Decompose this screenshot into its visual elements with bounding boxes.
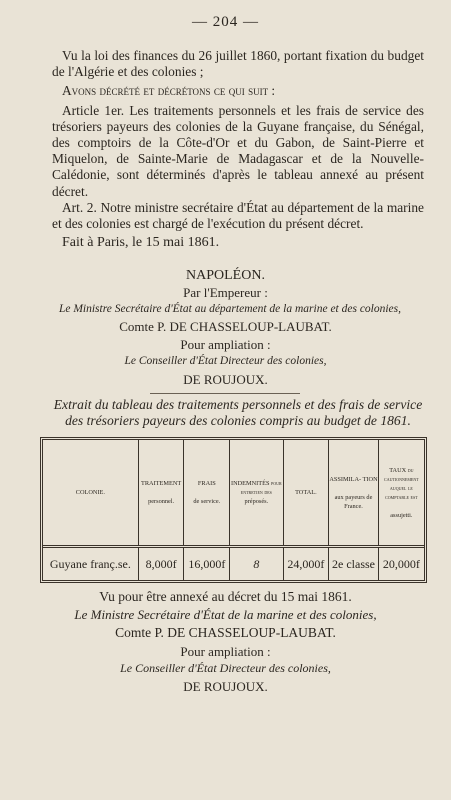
signature-comte: Comte P. DE CHASSELOUP-LAUBAT. [119,319,332,334]
table-header-row [43,440,424,547]
header-total: TOTAL. [283,440,329,547]
cell-total: 24,000f [283,547,329,580]
header-taux: TAUX du cautionnement auquel le comptable est assujetti. [378,440,424,547]
footer-roujoux: DE ROUJOUX. [183,679,268,694]
table-row [43,547,424,580]
paragraph-fait: Fait à Paris, le 15 mai 1861. [62,235,220,251]
page-number: — 204 — [192,14,259,30]
extract-title: Extrait du tableau des traitements personnels et des frais de service des trésoriers payeurs des colonies compris au budget de 1861. [53,397,423,428]
footer-comte: Comte P. DE CHASSELOUP-LAUBAT. [115,625,336,640]
header-indemnites: INDEMNITÉS pour entretien des préposés. [230,440,283,547]
decree-body [52,48,424,251]
header-traitement: TRAITEMENT personnel. [138,440,184,547]
cell-frais: 16,000f [184,547,230,580]
cell-taux: 20,000f [378,547,424,580]
signature-ministre: Le Ministre Secrétaire d'État au département de la marine et des colonies, [58,303,402,315]
paragraph-article-1: Article 1er. Les traitements personnels et les frais de service des trésoriers payeurs des colonies de la Guyane française, du Sénégal, des comptoirs de la Côte-d'Or et du Gabon, de Saint-Pierre et Miquelon, de Sainte-Marie de Madagascar et de la Nouvelle-Calédonie, sont déterminés d'après le tableau annexé au présent décret. [52,102,424,199]
cell-traitement: 8,000f [138,547,184,580]
cell-colonie: Guyane franç.se. [43,547,138,580]
paragraph-article-2: Art. 2. Notre ministre secrétaire d'État au département de la marine et des colonies est chargé de l'exécution du présent décret. [52,199,424,232]
cell-indemnites: 8 [230,547,283,580]
budget-table [40,437,427,583]
signature-napoleon: NAPOLÉON. [186,268,265,283]
footer-conseiller: Le Conseiller d'État Directeur des colonies, [120,661,331,675]
signature-conseiller: Le Conseiller d'État Directeur des colonies, [124,355,327,367]
header-assimilation: ASSIMILA- TION aux payeurs de France. [329,440,379,547]
paragraph-vu: Vu la loi des finances du 26 juillet 1860, portant fixation du budget de l'Algérie et des colonies ; [52,48,424,80]
header-colonie: COLONIE. [75,489,105,497]
signature-par: Par l'Empereur : [183,285,268,300]
cell-assimilation: 2e classe [329,547,379,580]
footer-vu: Vu pour être annexé au décret du 15 mai 1861. [99,589,352,604]
signature-ampliation: Pour ampliation : [180,337,271,352]
paragraph-avons: Avons décrété et décrétons ce qui suit : [62,83,276,99]
footer-ampliation: Pour ampliation : [180,644,271,659]
footer-ministre: Le Ministre Secrétaire d'État de la marine et des colonies, [74,607,377,622]
separator-rule [150,393,300,394]
header-frais: FRAIS de service. [184,440,230,547]
signature-roujoux: DE ROUJOUX. [183,372,268,387]
